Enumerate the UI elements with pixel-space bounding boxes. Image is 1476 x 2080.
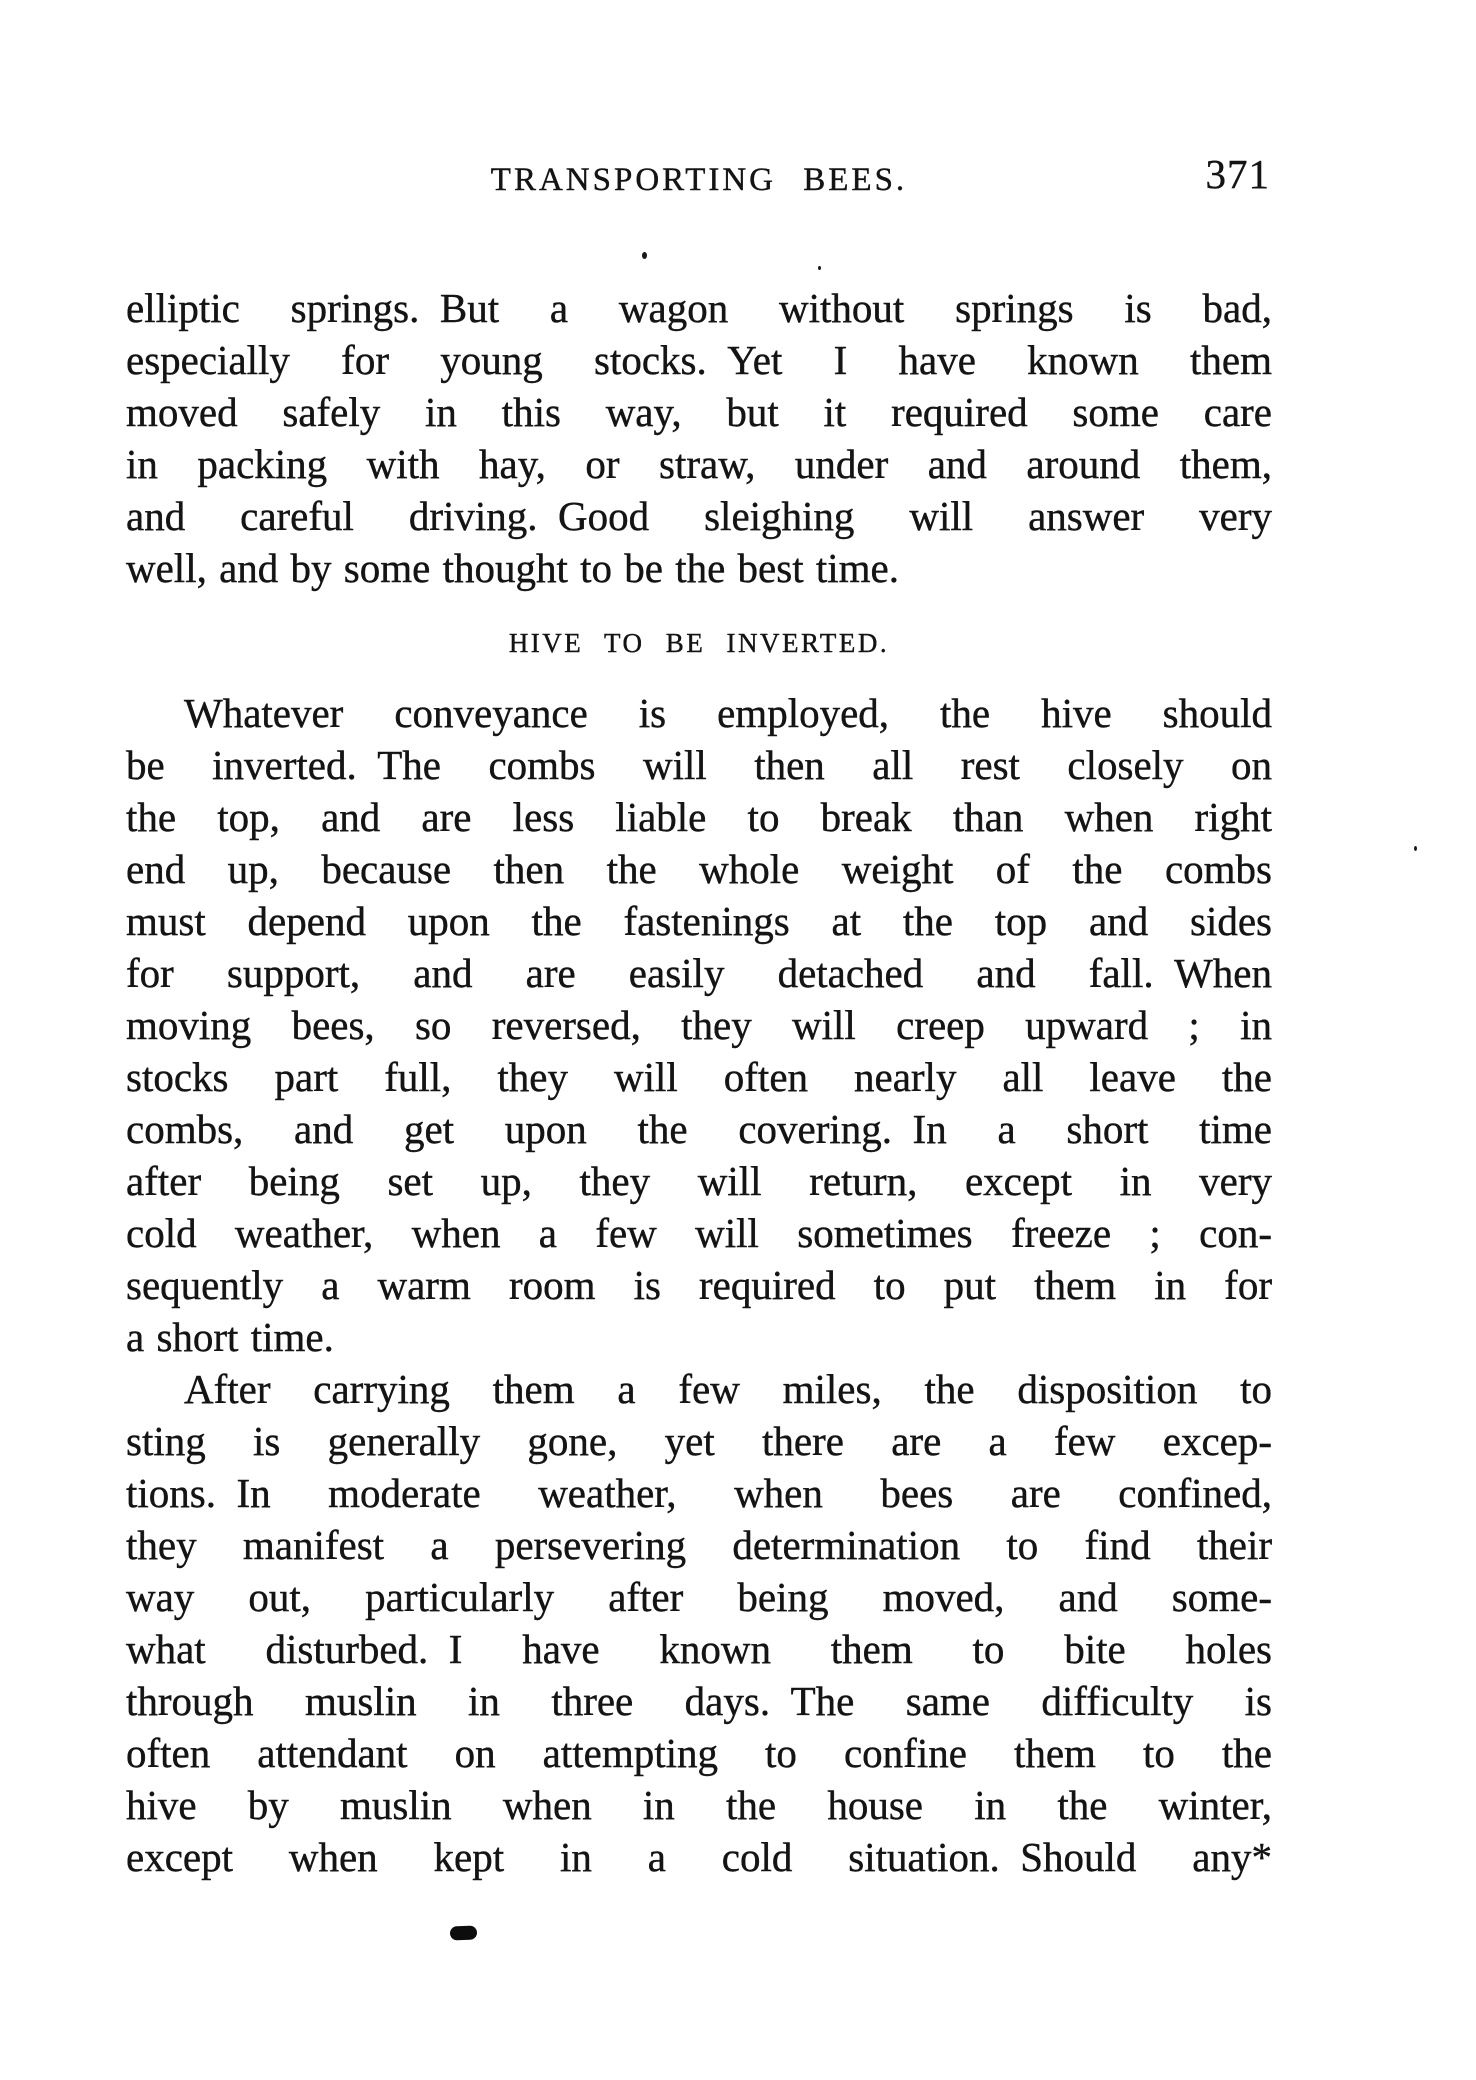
text-line: cold weather, when a few will sometimes freeze ; con- bbox=[126, 1210, 1272, 1256]
text-line: through muslin in three days. The same difficulty is bbox=[126, 1678, 1272, 1724]
text-line: combs, and get upon the covering. In a short time bbox=[126, 1106, 1272, 1152]
text-line: often attendant on attempting to confine them to the bbox=[126, 1730, 1272, 1776]
ink-speck bbox=[818, 266, 821, 270]
ink-speck bbox=[1414, 846, 1417, 851]
paragraph-2 bbox=[126, 687, 1272, 1363]
text-line: in packing with hay, or straw, under and around them, bbox=[126, 441, 1272, 487]
text-line: a short time. bbox=[126, 1314, 334, 1360]
text-line: stocks part full, they will often nearly all leave the bbox=[126, 1054, 1272, 1100]
text-line: moved safely in this way, but it required some care bbox=[126, 389, 1272, 435]
text-line: what disturbed. I have known them to bite holes bbox=[126, 1626, 1272, 1672]
ink-speck bbox=[642, 252, 647, 259]
text-line: sequently a warm room is required to put them in for bbox=[126, 1262, 1272, 1308]
text-line: especially for young stocks. Yet I have known them bbox=[126, 337, 1272, 383]
section-heading: HIVE TO BE INVERTED. bbox=[508, 628, 890, 658]
text-line: Whatever conveyance is employed, the hive should bbox=[184, 690, 1272, 736]
running-header bbox=[126, 151, 1272, 202]
text-line: and careful driving. Good sleighing will answer very bbox=[126, 493, 1272, 539]
text-line: moving bees, so reversed, they will creep upward ; in bbox=[126, 1002, 1272, 1048]
text-line: After carrying them a few miles, the disposition to bbox=[184, 1366, 1272, 1412]
text-line: must depend upon the fastenings at the top and sides bbox=[126, 898, 1272, 944]
text-line: for support, and are easily detached and fall. When bbox=[126, 950, 1272, 996]
text-line: except when kept in a cold situation. Should any* bbox=[126, 1834, 1272, 1880]
text-line: be inverted. The combs will then all rest closely on bbox=[126, 742, 1272, 788]
text-line: the top, and are less liable to break than when right bbox=[126, 794, 1272, 840]
text-line: end up, because then the whole weight of the combs bbox=[126, 846, 1272, 892]
text-line: elliptic springs. But a wagon without springs is bad, bbox=[126, 285, 1272, 331]
body-text bbox=[126, 282, 1272, 1883]
text-line: tions. In moderate weather, when bees are confined, bbox=[126, 1470, 1272, 1516]
text-column bbox=[126, 151, 1272, 1883]
text-line: sting is generally gone, yet there are a few excep- bbox=[126, 1418, 1272, 1464]
text-line: they manifest a persevering determination to find their bbox=[126, 1522, 1272, 1568]
paragraph-3 bbox=[126, 1363, 1272, 1883]
page-title: TRANSPORTING BEES. bbox=[490, 162, 908, 198]
paragraph-1 bbox=[126, 282, 1272, 594]
text-line: well, and by some thought to be the best time. bbox=[126, 545, 899, 591]
text-line: hive by muslin when in the house in the winter, bbox=[126, 1782, 1272, 1828]
page-number: 371 bbox=[1205, 151, 1270, 197]
text-line: after being set up, they will return, except in very bbox=[126, 1158, 1272, 1204]
text-line: way out, particularly after being moved, and some- bbox=[126, 1574, 1272, 1620]
ink-blob bbox=[450, 1926, 477, 1941]
